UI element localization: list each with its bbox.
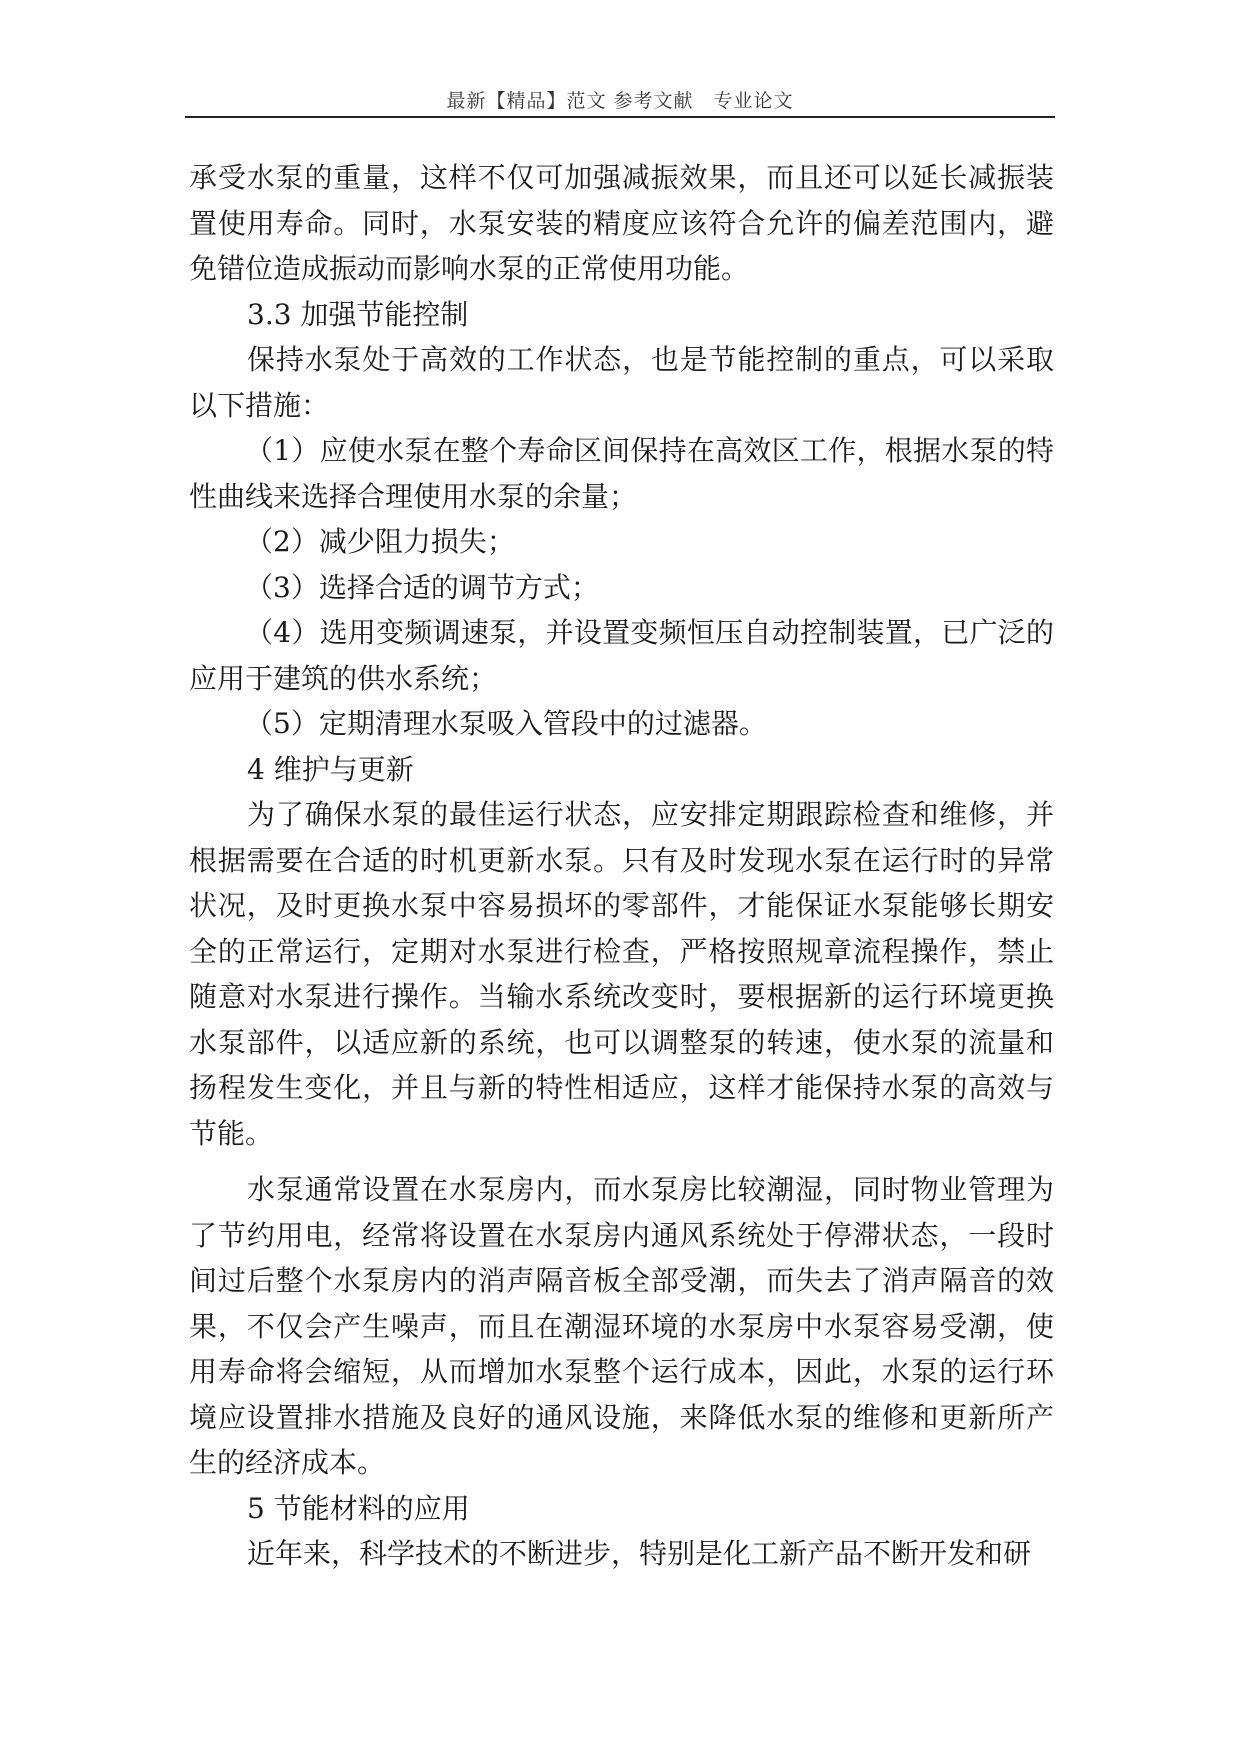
document-body	[189, 155, 1054, 1577]
paragraph-pump-room: 水泵通常设置在水泵房内，而水泵房比较潮湿，同时物业管理为了节约用电，经常将设置在水泵房内通风系统处于停滞状态，一段时间过后整个水泵房内的消声隔音板全部受潮，而失去了消声隔音的效果，不仅会产生噪声，而且在潮湿环境的水泵房中水泵容易受潮，使用寿命将会缩短，从而增加水泵整个运行成本，因此，水泵的运行环境应设置排水措施及良好的通风设施，来降低水泵的维修和更新所产生的经济成本。	[189, 1173, 1054, 1479]
page-header: 最新【精品】范文 参考文献 专业论文	[446, 90, 794, 112]
paragraph-materials: 近年来，科学技术的不断进步，特别是化工新产品不断开发和研	[247, 1537, 1032, 1570]
section-heading-3-3: 3.3 加强节能控制	[247, 297, 469, 331]
section-heading-5: 5 节能材料的应用	[247, 1491, 470, 1525]
list-item-1: （1）应使水泵在整个寿命区间保持在高效区工作，根据水泵的特性曲线来选择合理使用水泵的余量；	[189, 434, 1054, 513]
header-divider	[185, 116, 1055, 118]
list-item-2: （2）减少阻力损失；	[245, 525, 515, 558]
section-heading-4: 4 维护与更新	[247, 752, 414, 786]
list-item-3: （3）选择合适的调节方式；	[245, 570, 599, 604]
paragraph-continued: 承受水泵的重量，这样不仅可加强减振效果，而且还可以延长减振装置使用寿命。同时，水泵安装的精度应该符合允许的偏差范围内，避免错位造成振动而影响水泵的正常使用功能。	[189, 161, 1054, 285]
list-item-5: （5）定期清理水泵吸入管段中的过滤器。	[245, 707, 767, 740]
list-item-4: （4）选用变频调速泵，并设置变频恒压自动控制装置，已广泛的应用于建筑的供水系统；	[189, 616, 1054, 695]
paragraph-energy-control: 保持水泵处于高效的工作状态，也是节能控制的重点，可以采取以下措施：	[189, 343, 1054, 422]
paragraph-maintenance: 为了确保水泵的最佳运行状态，应安排定期跟踪检查和维修，并根据需要在合适的时机更新水泵。只有及时发现水泵在运行时的异常状况，及时更换水泵中容易损坏的零部件，才能保证水泵能够长期安全的正常运行，定期对水泵进行检查，严格按照规章流程操作，禁止随意对水泵进行操作。当输水系统改变时，要根据新的运行环境更换水泵部件，以适应新的系统，也可以调整泵的转速，使水泵的流量和扬程发生变化，并且与新的特性相适应，这样才能保持水泵的高效与节能。	[189, 798, 1054, 1150]
